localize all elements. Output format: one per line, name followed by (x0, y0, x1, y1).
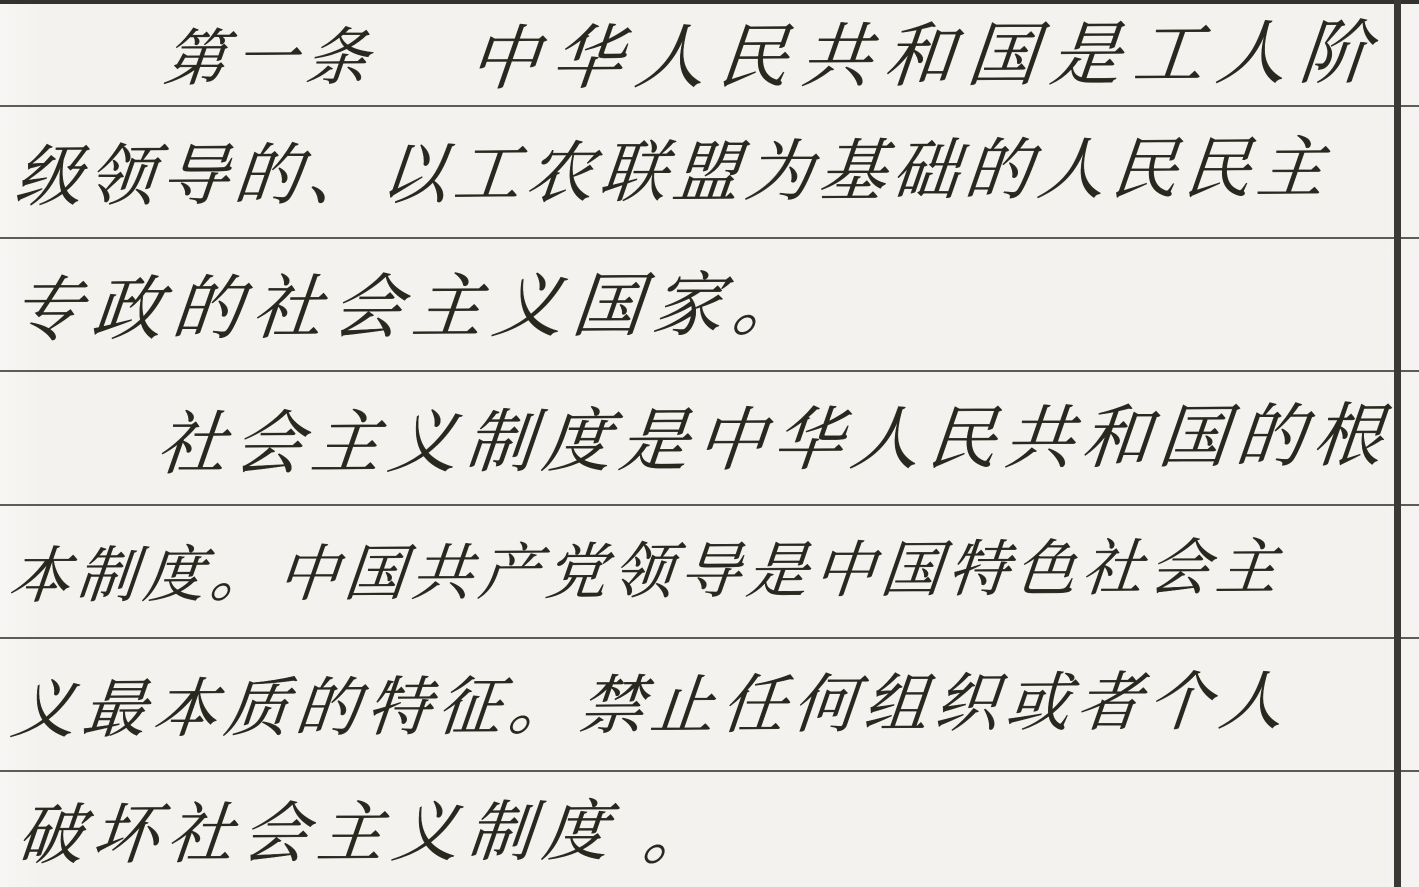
text-line-6 (0, 639, 1406, 770)
text-line-7 (0, 772, 1412, 887)
text-line-2-body: 级领导的、以工农联盟为基础的人民民主 (11, 128, 1335, 216)
text-line-3 (0, 239, 1407, 370)
full-stop-mark: 。 (639, 796, 714, 874)
article-number-text: 第一条 (160, 20, 382, 95)
text-line-1 (0, 2, 1419, 105)
text-line-6-body: 义最本质的特征。禁止任何组织或者个人 (7, 664, 1294, 748)
text-line-5-body: 本制度。中国共产党领导是中国特色社会主 (6, 532, 1287, 612)
text-line-5 (0, 506, 1404, 637)
text-line-4-body: 社会主义制度是中华人民共和国的根 (153, 395, 1395, 485)
text-line-7-body: 破坏社会主义制度 (13, 792, 622, 874)
text-line-2 (0, 107, 1410, 237)
text-line-3-body: 专政的社会主义国家。 (8, 263, 818, 351)
text-line-4 (0, 372, 1419, 504)
text-line-1-body: 中华人民共和国是工人阶 (465, 11, 1388, 100)
